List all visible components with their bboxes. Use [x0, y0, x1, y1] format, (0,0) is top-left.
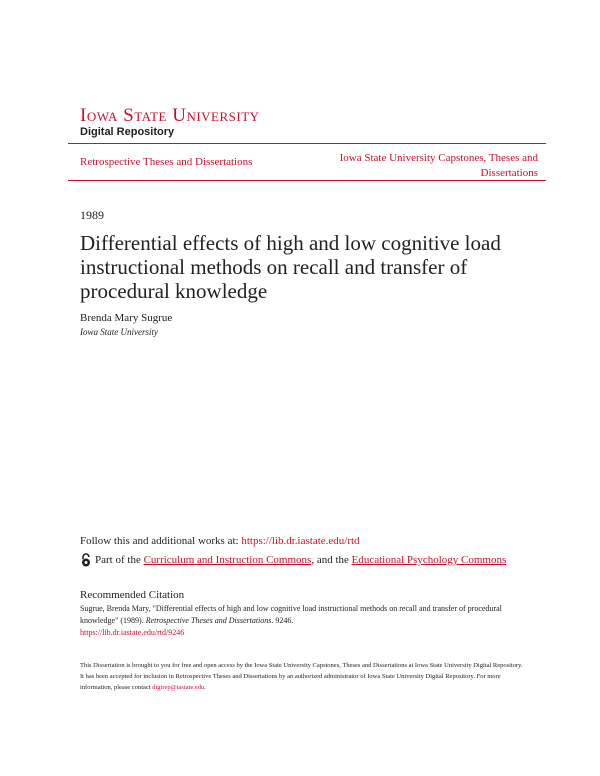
citation-heading: Recommended Citation — [80, 589, 185, 601]
citation-url[interactable]: https://lib.dr.iastate.edu/rtd/9246 — [80, 628, 185, 637]
commons-link-curriculum[interactable]: Curriculum and Instruction Commons — [143, 554, 312, 566]
contact-email-link[interactable]: digirep@iastate.edu — [152, 684, 205, 691]
citation-number: . 9246. — [271, 616, 294, 625]
citation-body — [80, 603, 520, 639]
author-affiliation: Iowa State University — [80, 327, 158, 337]
logo-sub-text: Digital Repository — [80, 126, 175, 138]
header-rule-top — [68, 143, 546, 144]
part-of-line — [95, 554, 506, 566]
follow-label: Follow this and additional works at: — [80, 535, 239, 547]
partof-label: Part of the — [95, 554, 141, 566]
footer-end: . — [204, 684, 206, 691]
document-title: Differential effects of high and low cognitive load instructional methods on recall and transfer of procedural knowledge — [80, 231, 501, 303]
follow-line — [80, 535, 360, 547]
series-link-right[interactable]: Iowa State University Capstones, Theses and Dissertations — [339, 152, 538, 179]
logo-main-text: Iowa State University — [80, 105, 260, 126]
citation-journal: Retrospective Theses and Dissertations — [145, 616, 272, 625]
series-link-left[interactable]: Retrospective Theses and Dissertations — [80, 156, 253, 168]
publication-year: 1989 — [80, 208, 104, 222]
citation-text: Sugrue, Brenda Mary, "Differential effects of high and low cognitive load instructional methods on recall and transfer of procedural knowledge" (1989). — [80, 604, 502, 625]
and-label: , and the — [311, 554, 349, 566]
footer-text: This Dissertation is brought to you for free and open access by the Iowa State University Capstones, Theses and Dissertations at Iowa State University Digital Repository. It has been accepted for inclusion in Retrospective Theses and Dissertations by an authorized administrator of Iowa State University Digital Repository. For more information, please contact — [80, 662, 523, 691]
follow-link[interactable]: https://lib.dr.iastate.edu/rtd — [241, 535, 360, 547]
commons-link-educational-psychology[interactable]: Educational Psychology Commons — [351, 554, 507, 566]
footer-notice — [80, 660, 525, 693]
header-rule-bottom — [68, 180, 546, 181]
open-access-icon — [80, 553, 92, 567]
author-name: Brenda Mary Sugrue — [80, 312, 173, 324]
